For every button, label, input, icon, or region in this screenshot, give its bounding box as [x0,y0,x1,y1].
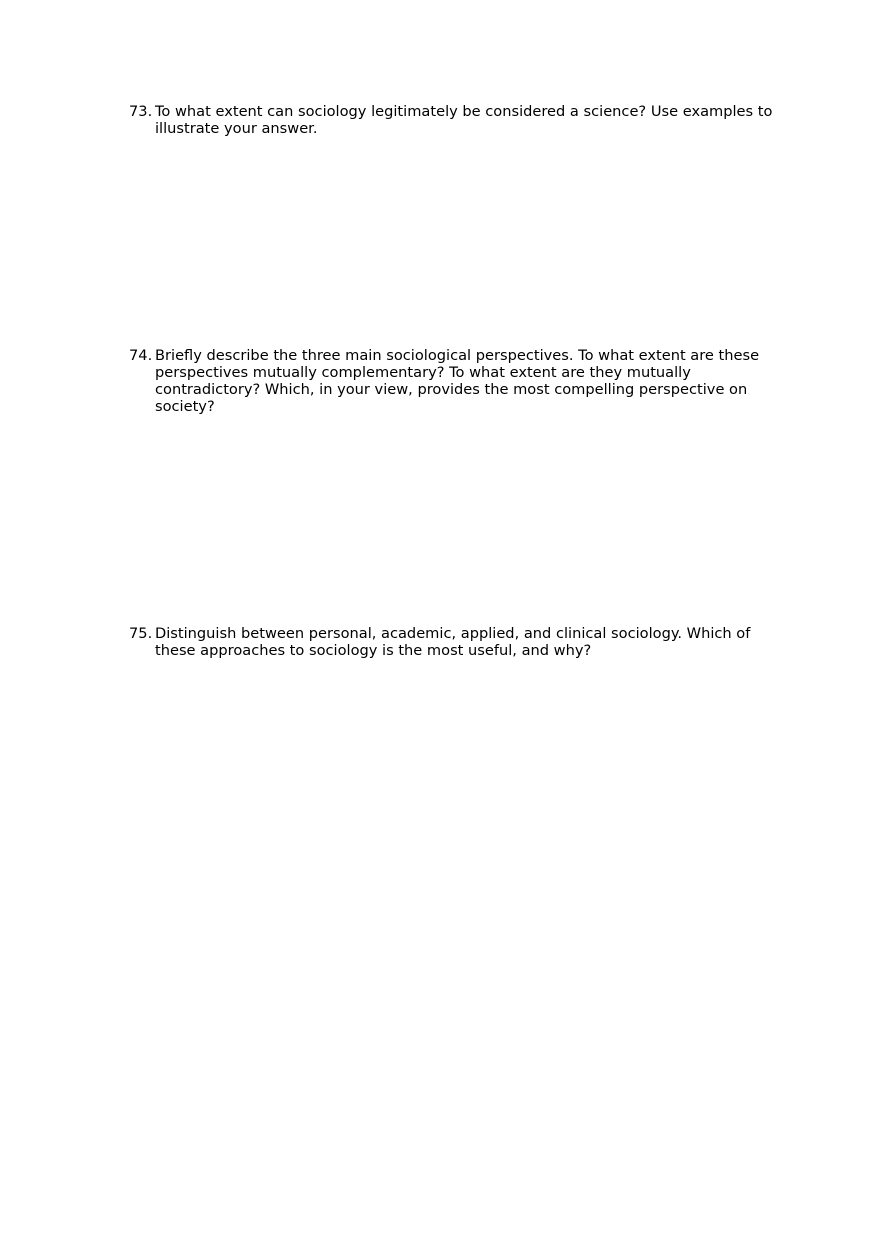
question-number: 74. [129,347,153,364]
question-number: 75. [129,625,153,642]
question-text: To what extent can sociology legitimately be considered a science? Use examples to illustrate your answer. [155,103,773,137]
question-item [129,347,779,415]
question-text: Briefly describe the three main sociological perspectives. To what extent are these perspectives mutually complementary? To what extent are they mutually contradictory? Which, in your view, provides the most compelling perspective on society? [155,347,760,415]
question-text: Distinguish between personal, academic, applied, and clinical sociology. Which of these approaches to sociology is the most useful, and why? [155,625,751,659]
question-item [129,625,779,659]
question-item [129,103,779,137]
question-number: 73. [129,103,153,120]
